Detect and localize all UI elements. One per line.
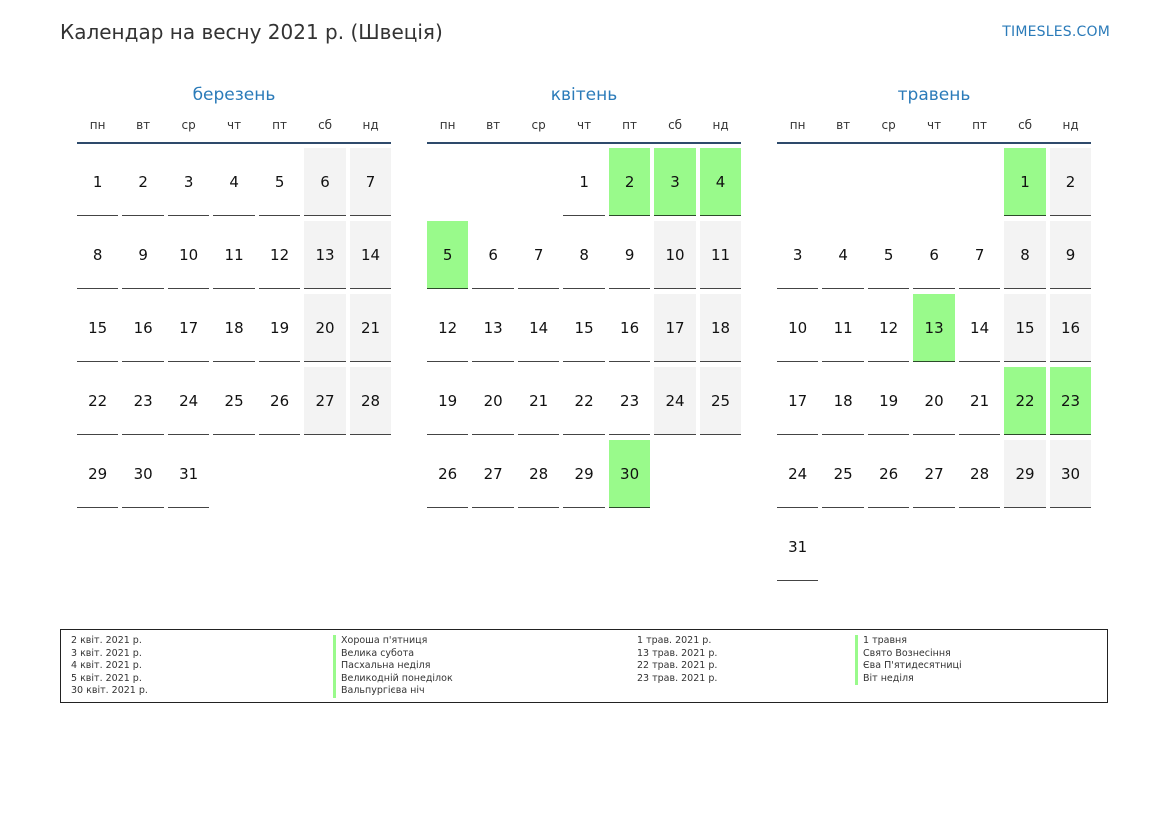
site-link[interactable]: TIMESLES.COM	[1002, 24, 1110, 40]
weekday-label: пт	[272, 118, 287, 132]
day-cell: 28	[959, 440, 1000, 508]
empty-cell	[518, 148, 559, 216]
legend-holiday-name: 1 травня	[855, 635, 962, 648]
weekday-label: нд	[712, 118, 729, 132]
empty-cell	[959, 148, 1000, 216]
day-cell: 9	[1050, 221, 1091, 289]
day-cell: 9	[609, 221, 650, 289]
day-cell: 5	[259, 148, 300, 216]
weekday-label: чт	[577, 118, 592, 132]
day-cell: 18	[213, 294, 254, 362]
weekday-label: ср	[881, 118, 896, 132]
legend-date: 13 трав. 2021 р.	[637, 647, 718, 659]
day-cell: 3	[168, 148, 209, 216]
day-grid	[777, 148, 1091, 586]
weekday-header	[777, 108, 1091, 144]
weekday-label: пн	[89, 118, 106, 132]
day-cell: 20	[304, 294, 345, 362]
day-cell: 17	[168, 294, 209, 362]
weekday-label: пн	[439, 118, 456, 132]
legend-holiday-name: Велика субота	[333, 648, 453, 661]
weekday-label: сб	[1018, 118, 1033, 132]
empty-cell	[822, 148, 863, 216]
day-cell: 26	[868, 440, 909, 508]
day-cell: 9	[122, 221, 163, 289]
day-cell: 8	[563, 221, 604, 289]
month-name: квітень	[550, 85, 618, 105]
page-title: Календар на весну 2021 р. (Швеція)	[60, 20, 443, 44]
day-cell: 25	[822, 440, 863, 508]
day-cell: 19	[427, 367, 468, 435]
legend-dates-right	[637, 635, 717, 685]
legend-date: 5 квіт. 2021 р.	[71, 672, 142, 684]
day-cell: 22	[563, 367, 604, 435]
day-cell: 19	[868, 367, 909, 435]
legend-names-left	[333, 635, 453, 698]
day-cell: 25	[700, 367, 741, 435]
day-cell: 10	[777, 294, 818, 362]
day-cell: 17	[777, 367, 818, 435]
day-cell: 13	[472, 294, 513, 362]
day-cell: 16	[609, 294, 650, 362]
day-cell: 13	[304, 221, 345, 289]
legend-date: 3 квіт. 2021 р.	[71, 647, 142, 659]
day-cell: 7	[518, 221, 559, 289]
legend-date: 1 трав. 2021 р.	[637, 635, 712, 646]
day-cell: 2	[1050, 148, 1091, 216]
weekday-label: нд	[362, 118, 379, 132]
legend-names-right	[855, 635, 962, 685]
day-cell: 10	[654, 221, 695, 289]
month-may	[776, 82, 1092, 586]
day-cell: 14	[350, 221, 391, 289]
day-cell: 17	[654, 294, 695, 362]
day-cell: 26	[259, 367, 300, 435]
weekday-label: пн	[789, 118, 806, 132]
weekday-label: вт	[836, 118, 851, 132]
day-cell: 24	[654, 367, 695, 435]
day-cell: 12	[427, 294, 468, 362]
day-cell: 2	[122, 148, 163, 216]
day-cell: 24	[168, 367, 209, 435]
day-cell: 21	[959, 367, 1000, 435]
holiday-day-cell: 23	[1050, 367, 1091, 435]
day-cell: 21	[350, 294, 391, 362]
day-cell: 8	[77, 221, 118, 289]
day-cell: 28	[350, 367, 391, 435]
holiday-day-cell: 22	[1004, 367, 1045, 435]
day-cell: 31	[777, 513, 818, 581]
holiday-day-cell: 3	[654, 148, 695, 216]
weekday-label: пт	[622, 118, 637, 132]
day-cell: 4	[822, 221, 863, 289]
weekday-header	[427, 108, 741, 144]
day-grid	[427, 148, 741, 513]
legend-holiday-name: Єва П'ятидесятниці	[855, 660, 962, 673]
day-cell: 11	[822, 294, 863, 362]
day-cell: 12	[259, 221, 300, 289]
month-march	[76, 82, 392, 513]
day-cell: 27	[472, 440, 513, 508]
day-cell: 20	[472, 367, 513, 435]
day-cell: 6	[304, 148, 345, 216]
empty-cell	[472, 148, 513, 216]
holiday-day-cell: 13	[913, 294, 954, 362]
day-cell: 28	[518, 440, 559, 508]
day-cell: 20	[913, 367, 954, 435]
legend-date: 4 квіт. 2021 р.	[71, 660, 142, 671]
legend-dates-left	[71, 635, 148, 698]
holiday-day-cell: 30	[609, 440, 650, 508]
day-cell: 26	[427, 440, 468, 508]
month-name: березень	[192, 85, 276, 105]
day-grid	[77, 148, 391, 513]
day-cell: 3	[777, 221, 818, 289]
day-cell: 18	[822, 367, 863, 435]
day-cell: 10	[168, 221, 209, 289]
day-cell: 29	[1004, 440, 1045, 508]
holiday-day-cell: 2	[609, 148, 650, 216]
day-cell: 5	[868, 221, 909, 289]
day-cell: 27	[913, 440, 954, 508]
day-cell: 23	[609, 367, 650, 435]
weekday-label: пт	[972, 118, 987, 132]
weekday-header	[77, 108, 391, 144]
day-cell: 14	[959, 294, 1000, 362]
day-cell: 24	[777, 440, 818, 508]
day-cell: 21	[518, 367, 559, 435]
day-cell: 30	[122, 440, 163, 508]
day-cell: 18	[700, 294, 741, 362]
holiday-day-cell: 5	[427, 221, 468, 289]
weekday-label: нд	[1062, 118, 1079, 132]
legend-holiday-name: Вальпургієва ніч	[333, 685, 453, 698]
day-cell: 22	[77, 367, 118, 435]
day-cell: 14	[518, 294, 559, 362]
empty-cell	[777, 148, 818, 216]
day-cell: 15	[1004, 294, 1045, 362]
day-cell: 8	[1004, 221, 1045, 289]
empty-cell	[913, 148, 954, 216]
weekday-label: чт	[927, 118, 942, 132]
day-cell: 23	[122, 367, 163, 435]
weekday-label: сб	[318, 118, 333, 132]
weekday-label: вт	[136, 118, 151, 132]
holiday-legend	[60, 629, 1108, 703]
holiday-day-cell: 4	[700, 148, 741, 216]
day-cell: 6	[472, 221, 513, 289]
month-name: травень	[897, 85, 971, 105]
legend-holiday-name: Пасхальна неділя	[333, 660, 453, 673]
day-cell: 6	[913, 221, 954, 289]
day-cell: 1	[77, 148, 118, 216]
legend-date: 30 квіт. 2021 р.	[71, 685, 148, 696]
legend-date: 23 трав. 2021 р.	[637, 672, 718, 684]
empty-cell	[868, 148, 909, 216]
day-cell: 7	[350, 148, 391, 216]
day-cell: 31	[168, 440, 209, 508]
weekday-label: вт	[486, 118, 501, 132]
empty-cell	[427, 148, 468, 216]
day-cell: 16	[122, 294, 163, 362]
weekday-label: чт	[227, 118, 242, 132]
legend-date: 2 квіт. 2021 р.	[71, 635, 142, 646]
day-cell: 4	[213, 148, 254, 216]
weekday-label: сб	[668, 118, 683, 132]
day-cell: 16	[1050, 294, 1091, 362]
legend-holiday-name: Свято Вознесіння	[855, 648, 962, 661]
month-april	[426, 82, 742, 513]
day-cell: 12	[868, 294, 909, 362]
weekday-label: ср	[531, 118, 546, 132]
day-cell: 7	[959, 221, 1000, 289]
day-cell: 1	[563, 148, 604, 216]
day-cell: 25	[213, 367, 254, 435]
legend-date: 22 трав. 2021 р.	[637, 660, 718, 671]
day-cell: 11	[213, 221, 254, 289]
weekday-label: ср	[181, 118, 196, 132]
day-cell: 15	[563, 294, 604, 362]
legend-holiday-name: Хороша п'ятниця	[333, 635, 453, 648]
day-cell: 29	[77, 440, 118, 508]
legend-holiday-name: Великодній понеділок	[333, 673, 453, 686]
day-cell: 29	[563, 440, 604, 508]
day-cell: 15	[77, 294, 118, 362]
legend-holiday-name: Віт неділя	[855, 673, 962, 686]
day-cell: 27	[304, 367, 345, 435]
day-cell: 11	[700, 221, 741, 289]
day-cell: 30	[1050, 440, 1091, 508]
holiday-day-cell: 1	[1004, 148, 1045, 216]
day-cell: 19	[259, 294, 300, 362]
